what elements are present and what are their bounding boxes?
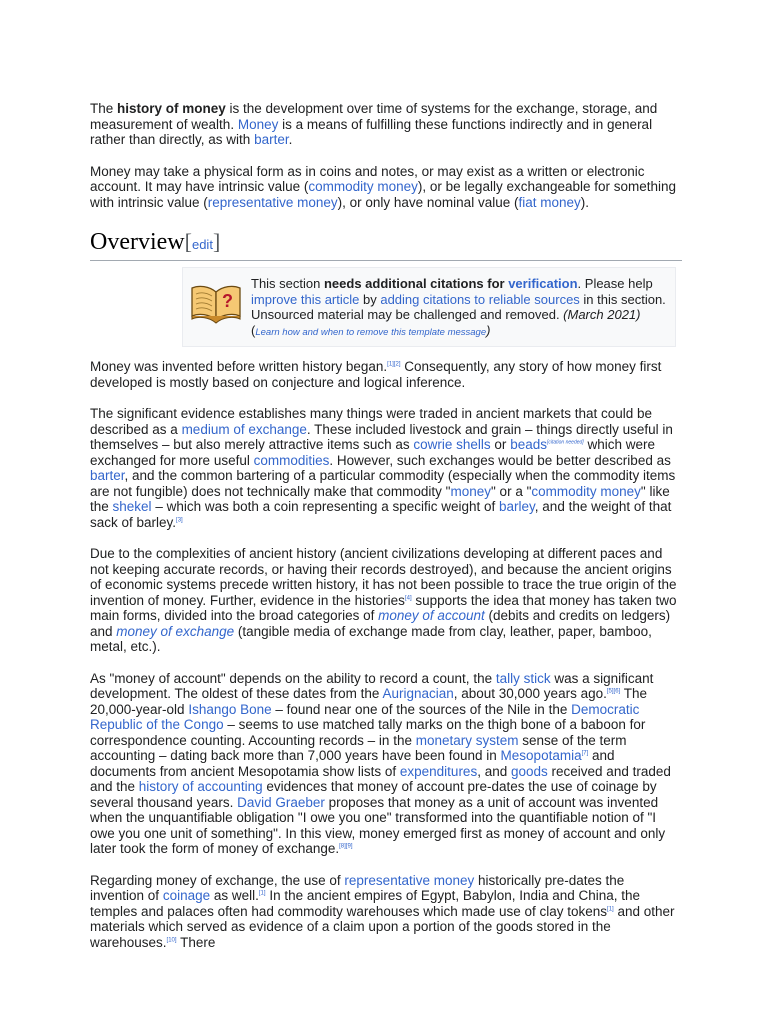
text-run: The significant evidence establishes many things were traded in ancient markets that could be described as a bbox=[90, 406, 653, 437]
text-run: . These included livestock and grain – things directly useful in themselves – but also merely attractive items such as bbox=[90, 421, 673, 452]
link-commodities[interactable]: commodities bbox=[253, 452, 330, 468]
link-shekel[interactable]: shekel bbox=[112, 499, 152, 514]
text-run: As "money of account" depends on the ability to record a count, the bbox=[90, 670, 496, 686]
text-run: – seems to use matched tally marks on the thigh bone of a baboon for correspondence counting. Accounting records – in the bbox=[90, 717, 646, 748]
text-run: ). bbox=[580, 194, 589, 210]
link-coinage[interactable]: coinage bbox=[162, 888, 211, 903]
link-expenditures[interactable]: expenditures bbox=[399, 763, 478, 779]
link-drc[interactable]: Democratic Republic of the Congo bbox=[90, 701, 640, 732]
link-adding-citations[interactable]: adding citations to reliable sources bbox=[380, 291, 580, 307]
text-run: " or a " bbox=[491, 483, 532, 499]
link-verification[interactable]: verification bbox=[508, 276, 578, 291]
text-run: Due to the complexities of ancient history (ancient civilizations developing at different paces and not keeping accurate records, or having their records destroyed), and because the ancient origins of economic systems precede written history, it has not been possible to trace the true origin of the invention of money. Further, evidence in the histories bbox=[90, 546, 677, 608]
link-fiat-money[interactable]: fiat money bbox=[518, 194, 581, 210]
text-run: evidences that money of account pre-dates the use of coinage by several thousand years. bbox=[90, 779, 657, 810]
edit-section bbox=[184, 229, 221, 254]
text-run: in this section. Unsourced material may be challenged and removed. bbox=[251, 291, 666, 322]
link-beads[interactable]: beads bbox=[510, 437, 547, 452]
text-run: ) bbox=[486, 322, 491, 338]
text-run: , and bbox=[477, 763, 511, 779]
bracket-open: [ bbox=[184, 229, 192, 254]
link-mesopotamia[interactable]: Mesopotamia bbox=[500, 748, 582, 763]
text-run: – found near one of the sources of the Nile in the bbox=[271, 701, 572, 717]
link-commodity-money[interactable]: commodity money bbox=[531, 483, 641, 499]
link-representative-money[interactable]: representative money bbox=[344, 872, 475, 888]
citation-ref[interactable]: [4] bbox=[404, 595, 412, 601]
text-run: " like the bbox=[90, 483, 670, 514]
notice-text bbox=[251, 276, 667, 340]
text-run: is the development over time of systems for the exchange, storage, and measurement of wealth. bbox=[90, 101, 658, 132]
citation-ref[interactable]: [5][6] bbox=[606, 688, 621, 695]
link-tally-stick[interactable]: tally stick bbox=[495, 670, 551, 686]
bold-phrase: needs additional citations for bbox=[323, 276, 509, 291]
text-run: . bbox=[288, 132, 293, 147]
intro-paragraph-2 bbox=[90, 164, 682, 211]
link-money-of-account[interactable]: money of account bbox=[378, 608, 485, 623]
text-run: Regarding money of exchange, the use of bbox=[90, 872, 345, 888]
citation-ref[interactable]: [3] bbox=[176, 517, 183, 523]
text-run: Money may take a physical form as in coins and notes, or may exist as a written or electronic account. It may have intrinsic value ( bbox=[90, 163, 645, 194]
text-run: and documents from ancient Mesopotamia show lists of bbox=[90, 748, 615, 779]
link-improve-article[interactable]: improve this article bbox=[251, 291, 360, 307]
citation-ref[interactable]: [8][9] bbox=[339, 843, 353, 850]
text-run: ( bbox=[251, 322, 256, 338]
text-run: sense of the term accounting – dating back more than 7,000 years have been found in bbox=[90, 732, 627, 763]
text-run: (debits and credits on ledgers) and bbox=[90, 608, 671, 639]
text-run: received and traded and the bbox=[90, 763, 671, 794]
citation-ref[interactable]: [7] bbox=[581, 750, 589, 757]
text-run: proposes that money as a unit of account was invented when the unquantifiable obligation "I owe you one" transformed into the quantifiable notion of "I owe you one unit of something". In this view, money emerged first as money of account and only later took the form of money of exchange. bbox=[90, 794, 666, 856]
link-money-of-exchange[interactable]: money of exchange bbox=[116, 623, 235, 639]
text-run: – which was both a coin representing a specific weight of bbox=[151, 499, 500, 514]
text-run: In the ancient empires of Egypt, Babylon, India and China, the temples and palaces often had commodity warehouses which made use of clay tokens bbox=[90, 888, 641, 919]
link-david-graeber[interactable]: David Graeber bbox=[237, 794, 325, 810]
svg-text:?: ? bbox=[222, 291, 233, 311]
text-run: This section bbox=[251, 276, 324, 291]
link-aurignacian[interactable]: Aurignacian bbox=[382, 686, 454, 701]
link-barter[interactable]: barter bbox=[254, 132, 289, 147]
link-representative-money[interactable]: representative money bbox=[207, 194, 338, 210]
link-medium-of-exchange[interactable]: medium of exchange bbox=[181, 421, 307, 437]
paragraph-money-of-exchange bbox=[90, 873, 682, 951]
link-barter[interactable]: barter bbox=[90, 468, 125, 483]
text-run: , and the common bartering of a particular commodity (especially when the commodity items are not fungible) does not technically make that commodity " bbox=[90, 468, 676, 499]
citation-needed-notice bbox=[182, 267, 676, 347]
text-run: supports the idea that money has taken two main forms, divided into the broad categories of bbox=[90, 592, 677, 623]
text-run: , and the weight of that sack of barley. bbox=[90, 499, 672, 530]
text-run: as well. bbox=[210, 888, 259, 903]
text-run: (tangible media of exchange made from clay, leather, paper, bamboo, metal, etc.). bbox=[90, 623, 652, 654]
open-book-question-icon bbox=[189, 278, 243, 324]
edit-link[interactable]: edit bbox=[191, 237, 213, 252]
text-run: . However, such exchanges would be better described as bbox=[329, 452, 671, 468]
link-money[interactable]: money bbox=[450, 483, 492, 499]
link-goods[interactable]: goods bbox=[510, 763, 548, 779]
paragraph-evidence bbox=[90, 406, 682, 530]
text-run: . Please help bbox=[577, 276, 653, 291]
heading-text: Overview bbox=[90, 229, 185, 255]
text-run: ), or only have nominal value ( bbox=[337, 194, 519, 210]
text-run: which were exchanged for more useful bbox=[90, 437, 655, 468]
citation-needed-tag[interactable]: [citation needed] bbox=[546, 439, 584, 446]
paragraph-complexities bbox=[90, 546, 682, 655]
citation-ref[interactable]: [1] bbox=[258, 890, 266, 897]
text-run: There bbox=[176, 934, 216, 950]
link-learn-remove[interactable]: Learn how and when to remove this template message bbox=[255, 326, 487, 338]
text-run: by bbox=[359, 291, 381, 307]
section-heading-overview bbox=[90, 228, 682, 261]
link-money[interactable]: Money bbox=[237, 116, 279, 132]
text-run: ), or be legally exchangeable for something with intrinsic value ( bbox=[90, 179, 677, 210]
bracket-close: ] bbox=[212, 229, 221, 254]
text-run: historically pre-dates the invention of bbox=[90, 872, 625, 903]
intro-paragraph-1 bbox=[90, 101, 682, 148]
link-ishango-bone[interactable]: Ishango Bone bbox=[188, 701, 272, 717]
text-run: and other materials which served as evidence of a claim upon a portion of the goods stored in the warehouses. bbox=[90, 903, 675, 950]
paragraph-money-of-account bbox=[90, 671, 682, 857]
bold-term: history of money bbox=[117, 101, 226, 116]
notice-date: (March 2021) bbox=[563, 307, 641, 322]
link-monetary-system[interactable]: monetary system bbox=[415, 732, 519, 748]
link-cowrie-shells[interactable]: cowrie shells bbox=[413, 437, 491, 452]
citation-ref[interactable]: [1] bbox=[607, 906, 614, 912]
link-commodity-money[interactable]: commodity money bbox=[308, 179, 418, 194]
article-body bbox=[90, 101, 682, 966]
text-run: is a means of fulfilling these functions indirectly and in general rather than directly, as with bbox=[90, 116, 653, 147]
paragraph-invention bbox=[90, 359, 682, 390]
text-run: Money was invented before written history began. bbox=[90, 359, 388, 374]
link-barley[interactable]: barley bbox=[499, 499, 535, 514]
text-run: The bbox=[90, 101, 118, 116]
citation-ref[interactable]: [10] bbox=[166, 937, 177, 943]
text-run: Consequently, any story of how money first developed is mostly based on conjecture and logical inference. bbox=[90, 359, 662, 390]
text-run: The 20,000-year-old bbox=[90, 686, 647, 717]
text-run: or bbox=[490, 437, 511, 452]
link-history-of-accounting[interactable]: history of accounting bbox=[138, 779, 263, 794]
text-run: was a significant development. The oldest of these dates from the bbox=[90, 670, 654, 701]
citation-ref[interactable]: [1][2] bbox=[387, 361, 401, 368]
text-run: , about 30,000 years ago. bbox=[453, 686, 607, 701]
